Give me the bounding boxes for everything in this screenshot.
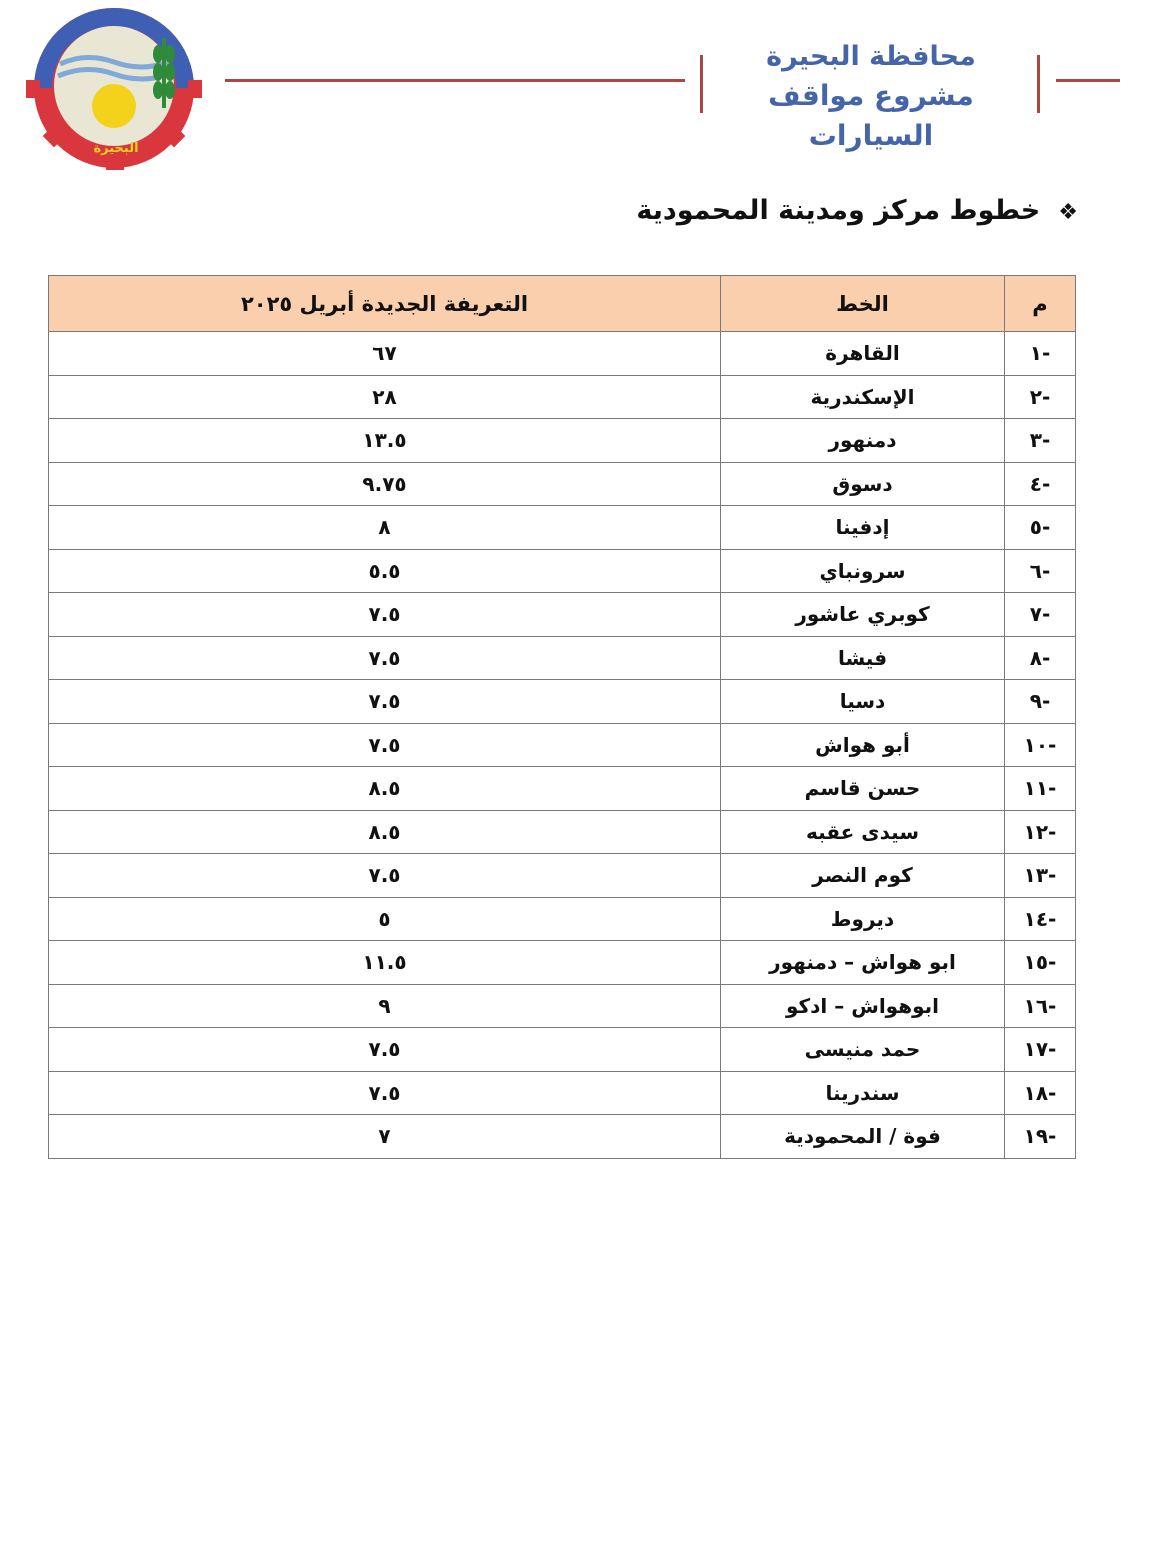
header-divider-left — [700, 55, 703, 113]
row-number: ١٩- — [1005, 1115, 1076, 1159]
row-number: ٤- — [1005, 462, 1076, 506]
header-titles — [712, 38, 1030, 156]
row-fare: ١١.٥ — [49, 941, 721, 985]
table-row — [49, 419, 1076, 463]
row-line: سيدى عقبه — [721, 810, 1005, 854]
row-line: حسن قاسم — [721, 767, 1005, 811]
row-fare: ٢٨ — [49, 375, 721, 419]
row-line: فوة / المحمودية — [721, 1115, 1005, 1159]
row-fare: ٧ — [49, 1115, 721, 1159]
row-line: ابوهواش – ادكو — [721, 984, 1005, 1028]
row-fare: ٧.٥ — [49, 854, 721, 898]
row-line: سندرينا — [721, 1071, 1005, 1115]
row-fare: ٧.٥ — [49, 636, 721, 680]
table-row — [49, 332, 1076, 376]
section-title — [636, 190, 1078, 234]
row-line: دسيا — [721, 680, 1005, 724]
logo-lettering: البحيرة — [93, 141, 139, 156]
row-number: ١٠- — [1005, 723, 1076, 767]
table-row — [49, 854, 1076, 898]
row-line: إدفينا — [721, 506, 1005, 550]
header-divider-right — [1037, 55, 1040, 113]
row-fare: ٨.٥ — [49, 767, 721, 811]
row-fare: ٨ — [49, 506, 721, 550]
diamond-bullet-icon: ❖ — [1058, 200, 1078, 225]
row-line: دسوق — [721, 462, 1005, 506]
table-row — [49, 549, 1076, 593]
row-fare: ٧.٥ — [49, 593, 721, 637]
row-line: حمد منيسى — [721, 1028, 1005, 1072]
table-row — [49, 462, 1076, 506]
row-number: ١٣- — [1005, 854, 1076, 898]
row-number: ٨- — [1005, 636, 1076, 680]
row-line: كوبري عاشور — [721, 593, 1005, 637]
row-fare: ٥.٥ — [49, 549, 721, 593]
row-number: ٥- — [1005, 506, 1076, 550]
row-fare: ٧.٥ — [49, 680, 721, 724]
row-number: ٧- — [1005, 593, 1076, 637]
row-fare: ٦٧ — [49, 332, 721, 376]
row-fare: ٧.٥ — [49, 1071, 721, 1115]
row-number: ١٨- — [1005, 1071, 1076, 1115]
row-fare: ٨.٥ — [49, 810, 721, 854]
row-number: ١٤- — [1005, 897, 1076, 941]
governorate-emblem-icon — [26, 0, 202, 172]
row-line: فيشا — [721, 636, 1005, 680]
table-row — [49, 680, 1076, 724]
row-number: ٩- — [1005, 680, 1076, 724]
row-line: الإسكندرية — [721, 375, 1005, 419]
table-body — [49, 332, 1076, 1159]
table-row — [49, 636, 1076, 680]
table-row — [49, 593, 1076, 637]
governorate-name: محافظة البحيرة — [766, 41, 976, 72]
column-header-fare: التعريفة الجديدة أبريل ٢٠٢٥ — [49, 276, 721, 332]
row-number: ١- — [1005, 332, 1076, 376]
row-number: ٦- — [1005, 549, 1076, 593]
row-fare: ٩ — [49, 984, 721, 1028]
row-fare: ٩.٧٥ — [49, 462, 721, 506]
header-rule-left — [225, 79, 685, 82]
row-number: ١١- — [1005, 767, 1076, 811]
section-title-text: خطوط مركز ومدينة المحمودية — [636, 195, 1041, 226]
row-number: ٣- — [1005, 419, 1076, 463]
table-row — [49, 506, 1076, 550]
table-row — [49, 767, 1076, 811]
row-number: ١٦- — [1005, 984, 1076, 1028]
row-line: القاهرة — [721, 332, 1005, 376]
table-row — [49, 984, 1076, 1028]
row-number: ١٧- — [1005, 1028, 1076, 1072]
column-header-line: الخط — [721, 276, 1005, 332]
row-fare: ٥ — [49, 897, 721, 941]
table-row — [49, 897, 1076, 941]
table-row — [49, 941, 1076, 985]
row-line: دمنهور — [721, 419, 1005, 463]
governorate-logo — [26, 0, 202, 172]
fare-table — [48, 275, 1076, 1159]
row-fare: ١٣.٥ — [49, 419, 721, 463]
header-rule-right — [1056, 79, 1120, 82]
row-number: ٢- — [1005, 375, 1076, 419]
column-header-number: م — [1005, 276, 1076, 332]
table-row — [49, 1028, 1076, 1072]
table-header-row — [49, 276, 1076, 332]
table-row — [49, 723, 1076, 767]
row-line: ابو هواش – دمنهور — [721, 941, 1005, 985]
row-number: ١٢- — [1005, 810, 1076, 854]
row-line: كوم النصر — [721, 854, 1005, 898]
row-line: سرونباي — [721, 549, 1005, 593]
row-line: أبو هواش — [721, 723, 1005, 767]
project-name: مشروع مواقف السيارات — [768, 79, 974, 152]
row-fare: ٧.٥ — [49, 723, 721, 767]
table-row — [49, 1115, 1076, 1159]
row-fare: ٧.٥ — [49, 1028, 721, 1072]
row-number: ١٥- — [1005, 941, 1076, 985]
table-row — [49, 375, 1076, 419]
row-line: ديروط — [721, 897, 1005, 941]
table-row — [49, 1071, 1076, 1115]
table-row — [49, 810, 1076, 854]
